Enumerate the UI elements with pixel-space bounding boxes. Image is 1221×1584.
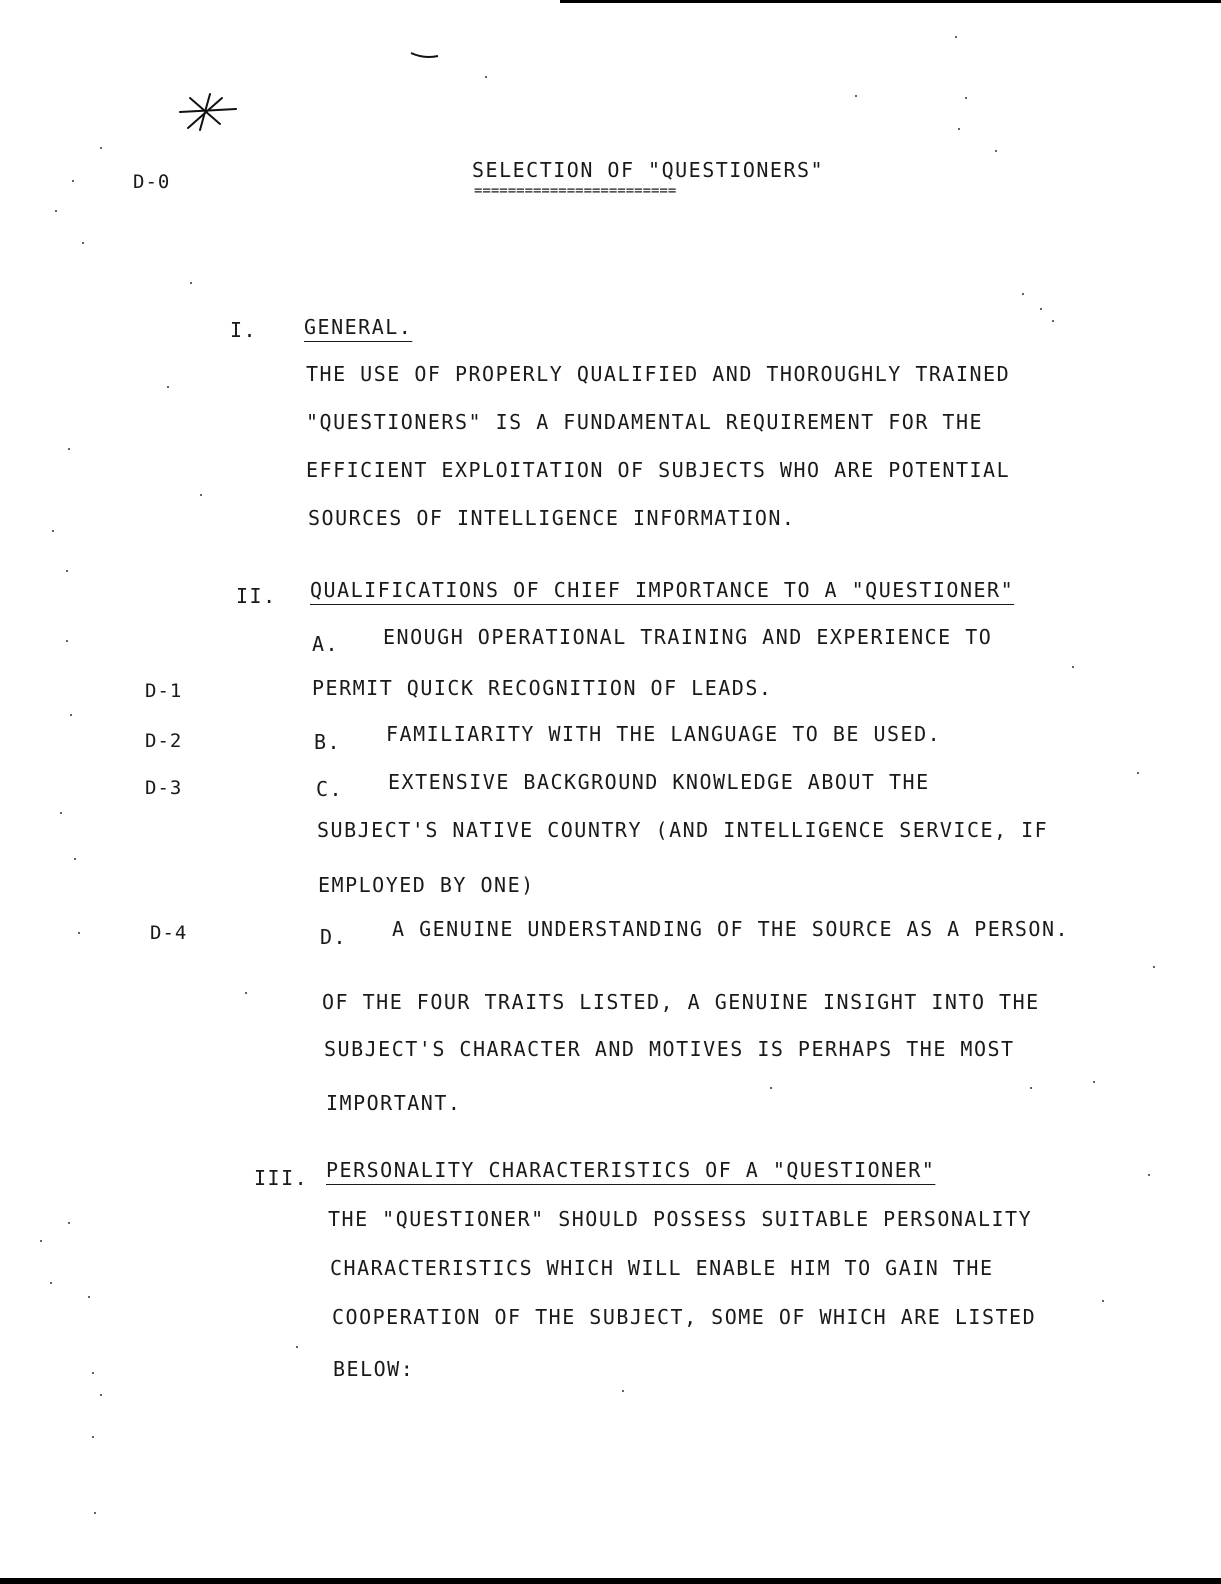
- margin-code-d3: D-3: [145, 777, 183, 799]
- title-double-rule: ========================: [474, 183, 677, 199]
- scan-speck: [40, 1240, 42, 1242]
- item-c-cont: EMPLOYED BY ONE): [318, 873, 535, 897]
- scan-speck: [190, 282, 192, 284]
- section-3-line: CHARACTERISTICS WHICH WILL ENABLE HIM TO GAIN THE: [330, 1256, 994, 1280]
- scan-speck: [245, 992, 247, 994]
- scan-dash-mark-icon: [410, 50, 440, 60]
- summary-line: SUBJECT'S CHARACTER AND MOTIVES IS PERHAPS THE MOST: [324, 1037, 1015, 1061]
- margin-code-d0: D-0: [133, 171, 171, 193]
- scan-speck: [1030, 1087, 1032, 1089]
- section-2-numeral: II.: [236, 584, 277, 608]
- scan-speck: [1137, 772, 1139, 774]
- margin-code-d2: D-2: [145, 730, 183, 752]
- scan-speck: [965, 97, 967, 99]
- section-2-heading: QUALIFICATIONS OF CHIEF IMPORTANCE TO A "QUESTIONER": [310, 578, 1015, 602]
- scan-speck: [200, 494, 202, 496]
- scan-speck: [296, 1346, 298, 1348]
- scan-speck: [1072, 666, 1074, 668]
- item-d-text: A GENUINE UNDERSTANDING OF THE SOURCE AS A PERSON.: [392, 917, 1070, 941]
- scan-speck: [50, 1282, 52, 1284]
- section-3-line: THE "QUESTIONER" SHOULD POSSESS SUITABLE PERSONALITY: [328, 1207, 1033, 1231]
- asterisk-mark-icon: [176, 92, 240, 134]
- scan-speck: [74, 858, 76, 860]
- scan-speck: [1102, 1300, 1104, 1302]
- item-c-text: EXTENSIVE BACKGROUND KNOWLEDGE ABOUT THE: [388, 770, 930, 794]
- page-title: SELECTION OF "QUESTIONERS": [472, 158, 825, 182]
- scan-speck: [94, 1512, 96, 1514]
- scan-speck: [72, 180, 74, 182]
- section-3-heading: PERSONALITY CHARACTERISTICS OF A "QUESTIONER": [326, 1158, 936, 1182]
- section-3-line: COOPERATION OF THE SUBJECT, SOME OF WHICH ARE LISTED: [332, 1305, 1037, 1329]
- scan-speck: [92, 1436, 94, 1438]
- section-3-numeral: III.: [254, 1166, 309, 1190]
- scan-speck: [68, 448, 70, 450]
- scan-speck: [100, 147, 102, 149]
- scan-edge-top: [560, 0, 1221, 3]
- scan-speck: [82, 242, 84, 244]
- scan-speck: [1093, 1081, 1095, 1083]
- scan-edge-bottom: [0, 1578, 1221, 1584]
- scan-speck: [855, 95, 857, 97]
- scan-speck: [1040, 308, 1042, 310]
- scan-speck: [167, 386, 169, 388]
- scan-speck: [1148, 1174, 1150, 1176]
- section-1-line: SOURCES OF INTELLIGENCE INFORMATION.: [308, 506, 796, 530]
- section-1-numeral: I.: [230, 318, 258, 342]
- scan-speck: [68, 1222, 70, 1224]
- scan-speck: [1052, 320, 1054, 322]
- margin-code-d1: D-1: [145, 680, 183, 702]
- scan-speck: [55, 210, 57, 212]
- item-c-letter: C.: [316, 777, 344, 801]
- scan-speck: [1153, 966, 1155, 968]
- scan-speck: [92, 1372, 94, 1374]
- scan-speck: [52, 530, 54, 532]
- scan-speck: [995, 150, 997, 152]
- scan-speck: [66, 640, 68, 642]
- item-b-text: FAMILIARITY WITH THE LANGUAGE TO BE USED.: [386, 722, 942, 746]
- summary-line: OF THE FOUR TRAITS LISTED, A GENUINE INSIGHT INTO THE: [322, 990, 1040, 1014]
- scan-speck: [955, 36, 957, 38]
- section-1-line: "QUESTIONERS" IS A FUNDAMENTAL REQUIREMENT FOR THE: [306, 410, 984, 434]
- item-c-cont: SUBJECT'S NATIVE COUNTRY (AND INTELLIGENCE SERVICE, IF: [317, 818, 1049, 842]
- scan-speck: [88, 1296, 90, 1298]
- item-b-letter: B.: [314, 730, 342, 754]
- item-d-letter: D.: [320, 925, 348, 949]
- scan-speck: [100, 1394, 102, 1396]
- item-a-letter: A.: [312, 632, 340, 656]
- summary-line: IMPORTANT.: [326, 1091, 462, 1115]
- margin-code-d4: D-4: [150, 922, 188, 944]
- scan-speck: [1022, 293, 1024, 295]
- scan-speck: [770, 1087, 772, 1089]
- scan-speck: [70, 714, 72, 716]
- scan-speck: [622, 1390, 624, 1392]
- section-3-line: BELOW:: [333, 1357, 415, 1381]
- item-a-cont: PERMIT QUICK RECOGNITION OF LEADS.: [312, 676, 773, 700]
- section-1-line: THE USE OF PROPERLY QUALIFIED AND THOROUGHLY TRAINED: [306, 362, 1011, 386]
- section-1-line: EFFICIENT EXPLOITATION OF SUBJECTS WHO ARE POTENTIAL: [306, 458, 1011, 482]
- scan-speck: [485, 76, 487, 78]
- section-1-heading: GENERAL.: [304, 315, 413, 339]
- scan-speck: [78, 932, 80, 934]
- item-a-text: ENOUGH OPERATIONAL TRAINING AND EXPERIENCE TO: [383, 625, 993, 649]
- scan-speck: [958, 128, 960, 130]
- scan-speck: [66, 570, 68, 572]
- scan-speck: [60, 812, 62, 814]
